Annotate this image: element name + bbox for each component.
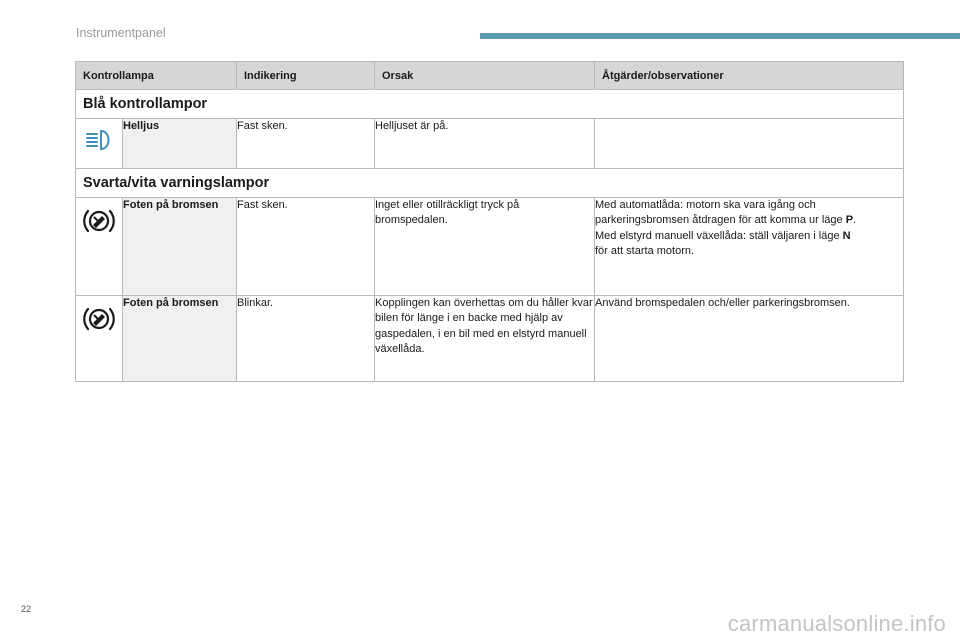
indication-cell: Blinkar. xyxy=(237,296,375,382)
column-header-kontrollampa: Kontrollampa xyxy=(76,62,237,90)
page-header-title: Instrumentpanel xyxy=(76,26,166,40)
lamp-name: Foten på bromsen xyxy=(123,198,237,296)
page-number: 22 xyxy=(21,604,32,614)
lamp-icon-cell xyxy=(76,198,123,296)
cause-cell: Kopplingen kan överhettas om du håller kvar bilen för länge i en backe med hjälp av gaspedalen, i en bil med en elstyrd manuell växellåda. xyxy=(375,296,595,382)
table-row xyxy=(76,198,904,296)
action-text: Med automatlåda: motorn ska vara igång och parkeringsbromsen åtdragen för att komma ur läge xyxy=(595,199,846,227)
lamp-icon-cell xyxy=(76,119,123,169)
action-text: Med elstyrd manuell växellåda: ställ väljaren i läge xyxy=(595,229,843,242)
section-row-black-white-lamps xyxy=(76,169,904,198)
foot-on-brake-icon xyxy=(81,305,117,333)
lamp-icon-cell xyxy=(76,296,123,382)
column-header-indikering: Indikering xyxy=(237,62,375,90)
table-row xyxy=(76,296,904,382)
indication-cell: Fast sken. xyxy=(237,198,375,296)
column-header-atgarder: Åtgärder/observationer xyxy=(595,62,904,90)
gear-position-p: P xyxy=(845,214,854,227)
section-row-blue-lamps xyxy=(76,90,904,119)
action-text: för att starta motorn. xyxy=(595,245,695,258)
high-beam-icon xyxy=(84,128,114,152)
table-header-row xyxy=(76,62,904,90)
action-text: . xyxy=(853,214,857,227)
warning-lamps-table xyxy=(75,61,904,382)
foot-on-brake-icon xyxy=(81,207,117,235)
action-cell xyxy=(595,198,904,296)
action-cell: Använd bromspedalen och/eller parkeringsbromsen. xyxy=(595,296,904,382)
gear-position-n: N xyxy=(842,229,851,242)
cause-cell: Helljuset är på. xyxy=(375,119,595,169)
column-header-orsak: Orsak xyxy=(375,62,595,90)
section-title: Blå kontrollampor xyxy=(76,90,904,119)
cause-cell: Inget eller otillräckligt tryck på bromspedalen. xyxy=(375,198,595,296)
indication-cell: Fast sken. xyxy=(237,119,375,169)
lamp-name: Helljus xyxy=(123,119,237,169)
watermark: carmanualsonline.info xyxy=(727,611,946,636)
lamp-name: Foten på bromsen xyxy=(123,296,237,382)
header-accent-bar xyxy=(480,33,960,39)
table-row xyxy=(76,119,904,169)
action-cell xyxy=(595,119,904,169)
section-title: Svarta/vita varningslampor xyxy=(76,169,904,198)
